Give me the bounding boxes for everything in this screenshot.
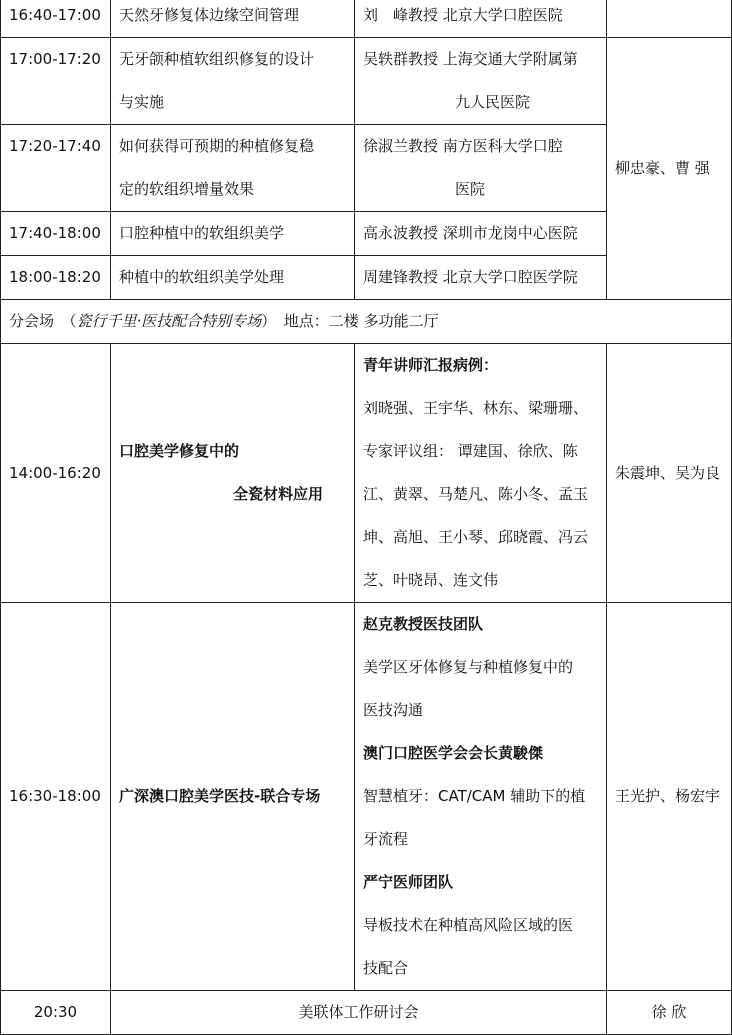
topic-cell: 种植中的软组织美学处理 bbox=[111, 256, 355, 300]
time-cell: 16:40-17:00 bbox=[1, 0, 111, 38]
session-prefix: 分会场 （ bbox=[9, 312, 77, 330]
speaker-line: 吴轶群教授 上海交通大学附属第 bbox=[363, 50, 578, 68]
speaker-line: 导板技术在种植高风险区域的医 bbox=[363, 916, 574, 934]
moderator-cell bbox=[607, 0, 732, 38]
speaker-cell: 刘 峰教授 北京大学口腔医院 bbox=[355, 0, 607, 38]
speaker-heading: 青年讲师汇报病例： bbox=[363, 356, 499, 374]
moderator-cell: 徐 欣 bbox=[607, 991, 732, 1035]
speaker-line: 医院 bbox=[455, 180, 486, 198]
speaker-cell: 周建锋教授 北京大学口腔医学院 bbox=[355, 256, 607, 300]
speaker-line: 九人民医院 bbox=[455, 93, 531, 111]
table-row bbox=[1, 344, 732, 603]
time-cell: 17:00-17:20 bbox=[1, 38, 111, 125]
session-name: 瓷行千里·医技配合特别专场 bbox=[76, 312, 262, 330]
topic-line: 与实施 bbox=[119, 93, 165, 111]
group-heading: 赵克教授医技团队 bbox=[363, 615, 484, 633]
moderator-cell: 王光护、杨宏宇 bbox=[607, 603, 732, 991]
table-row bbox=[1, 0, 732, 38]
speaker-line: 医技沟通 bbox=[363, 701, 424, 719]
moderator-cell: 朱震坤、吴为良 bbox=[607, 344, 732, 603]
topic-cell bbox=[111, 38, 355, 125]
speaker-cell: 高永波教授 深圳市龙岗中心医院 bbox=[355, 212, 607, 256]
time-cell: 16:30-18:00 bbox=[1, 603, 111, 991]
topic-line: 口腔美学修复中的 bbox=[119, 442, 240, 460]
speaker-line: 刘晓强、王宇华、林东、梁珊珊、 bbox=[363, 399, 589, 417]
speaker-line: 牙流程 bbox=[363, 830, 409, 848]
table-row bbox=[1, 38, 732, 125]
event-cell: 美联体工作研讨会 bbox=[111, 991, 607, 1035]
speaker-cell bbox=[355, 603, 607, 991]
topic-line: 无牙颌种植软组织修复的设计 bbox=[119, 50, 315, 68]
speaker-line: 徐淑兰教授 南方医科大学口腔 bbox=[363, 137, 563, 155]
topic-line: 全瓷材料应用 bbox=[233, 485, 324, 503]
speaker-cell bbox=[355, 38, 607, 125]
speaker-line: 智慧植牙：CAT/CAM 辅助下的植 bbox=[363, 787, 586, 805]
moderator-cell: 柳忠豪、曹 强 bbox=[607, 38, 732, 300]
group-heading: 严宁医师团队 bbox=[363, 873, 454, 891]
speaker-cell bbox=[355, 344, 607, 603]
speaker-line: 专家评议组： 谭建国、徐欣、陈 bbox=[363, 442, 578, 460]
time-cell: 17:40-18:00 bbox=[1, 212, 111, 256]
topic-cell bbox=[111, 344, 355, 603]
time-cell: 18:00-18:20 bbox=[1, 256, 111, 300]
time-cell: 14:00-16:20 bbox=[1, 344, 111, 603]
time-cell: 17:20-17:40 bbox=[1, 125, 111, 212]
topic-cell: 口腔种植中的软组织美学 bbox=[111, 212, 355, 256]
topic-line: 如何获得可预期的种植修复稳 bbox=[119, 137, 315, 155]
session-header-row bbox=[1, 300, 732, 344]
speaker-line: 美学区牙体修复与种植修复中的 bbox=[363, 658, 574, 676]
speaker-line: 坤、高旭、王小琴、邱晓霞、冯云 bbox=[363, 528, 589, 546]
speaker-line: 芝、叶晓昂、连文伟 bbox=[363, 571, 499, 589]
group-heading: 澳门口腔医学会会长黄駿傑 bbox=[363, 744, 544, 762]
speaker-line: 技配合 bbox=[363, 959, 409, 977]
topic-line: 定的软组织增量效果 bbox=[119, 180, 255, 198]
topic-cell: 天然牙修复体边缘空间管理 bbox=[111, 0, 355, 38]
topic-cell bbox=[111, 125, 355, 212]
topic-cell: 广深澳口腔美学医技-联合专场 bbox=[111, 603, 355, 991]
table-row bbox=[1, 603, 732, 991]
table-row bbox=[1, 991, 732, 1035]
speaker-cell bbox=[355, 125, 607, 212]
speaker-line: 江、黄翠、马楚凡、陈小冬、孟玉 bbox=[363, 485, 589, 503]
session-suffix: ） 地点：二楼 多功能二厅 bbox=[261, 312, 439, 330]
session-header bbox=[1, 300, 732, 344]
time-cell: 20:30 bbox=[1, 991, 111, 1035]
